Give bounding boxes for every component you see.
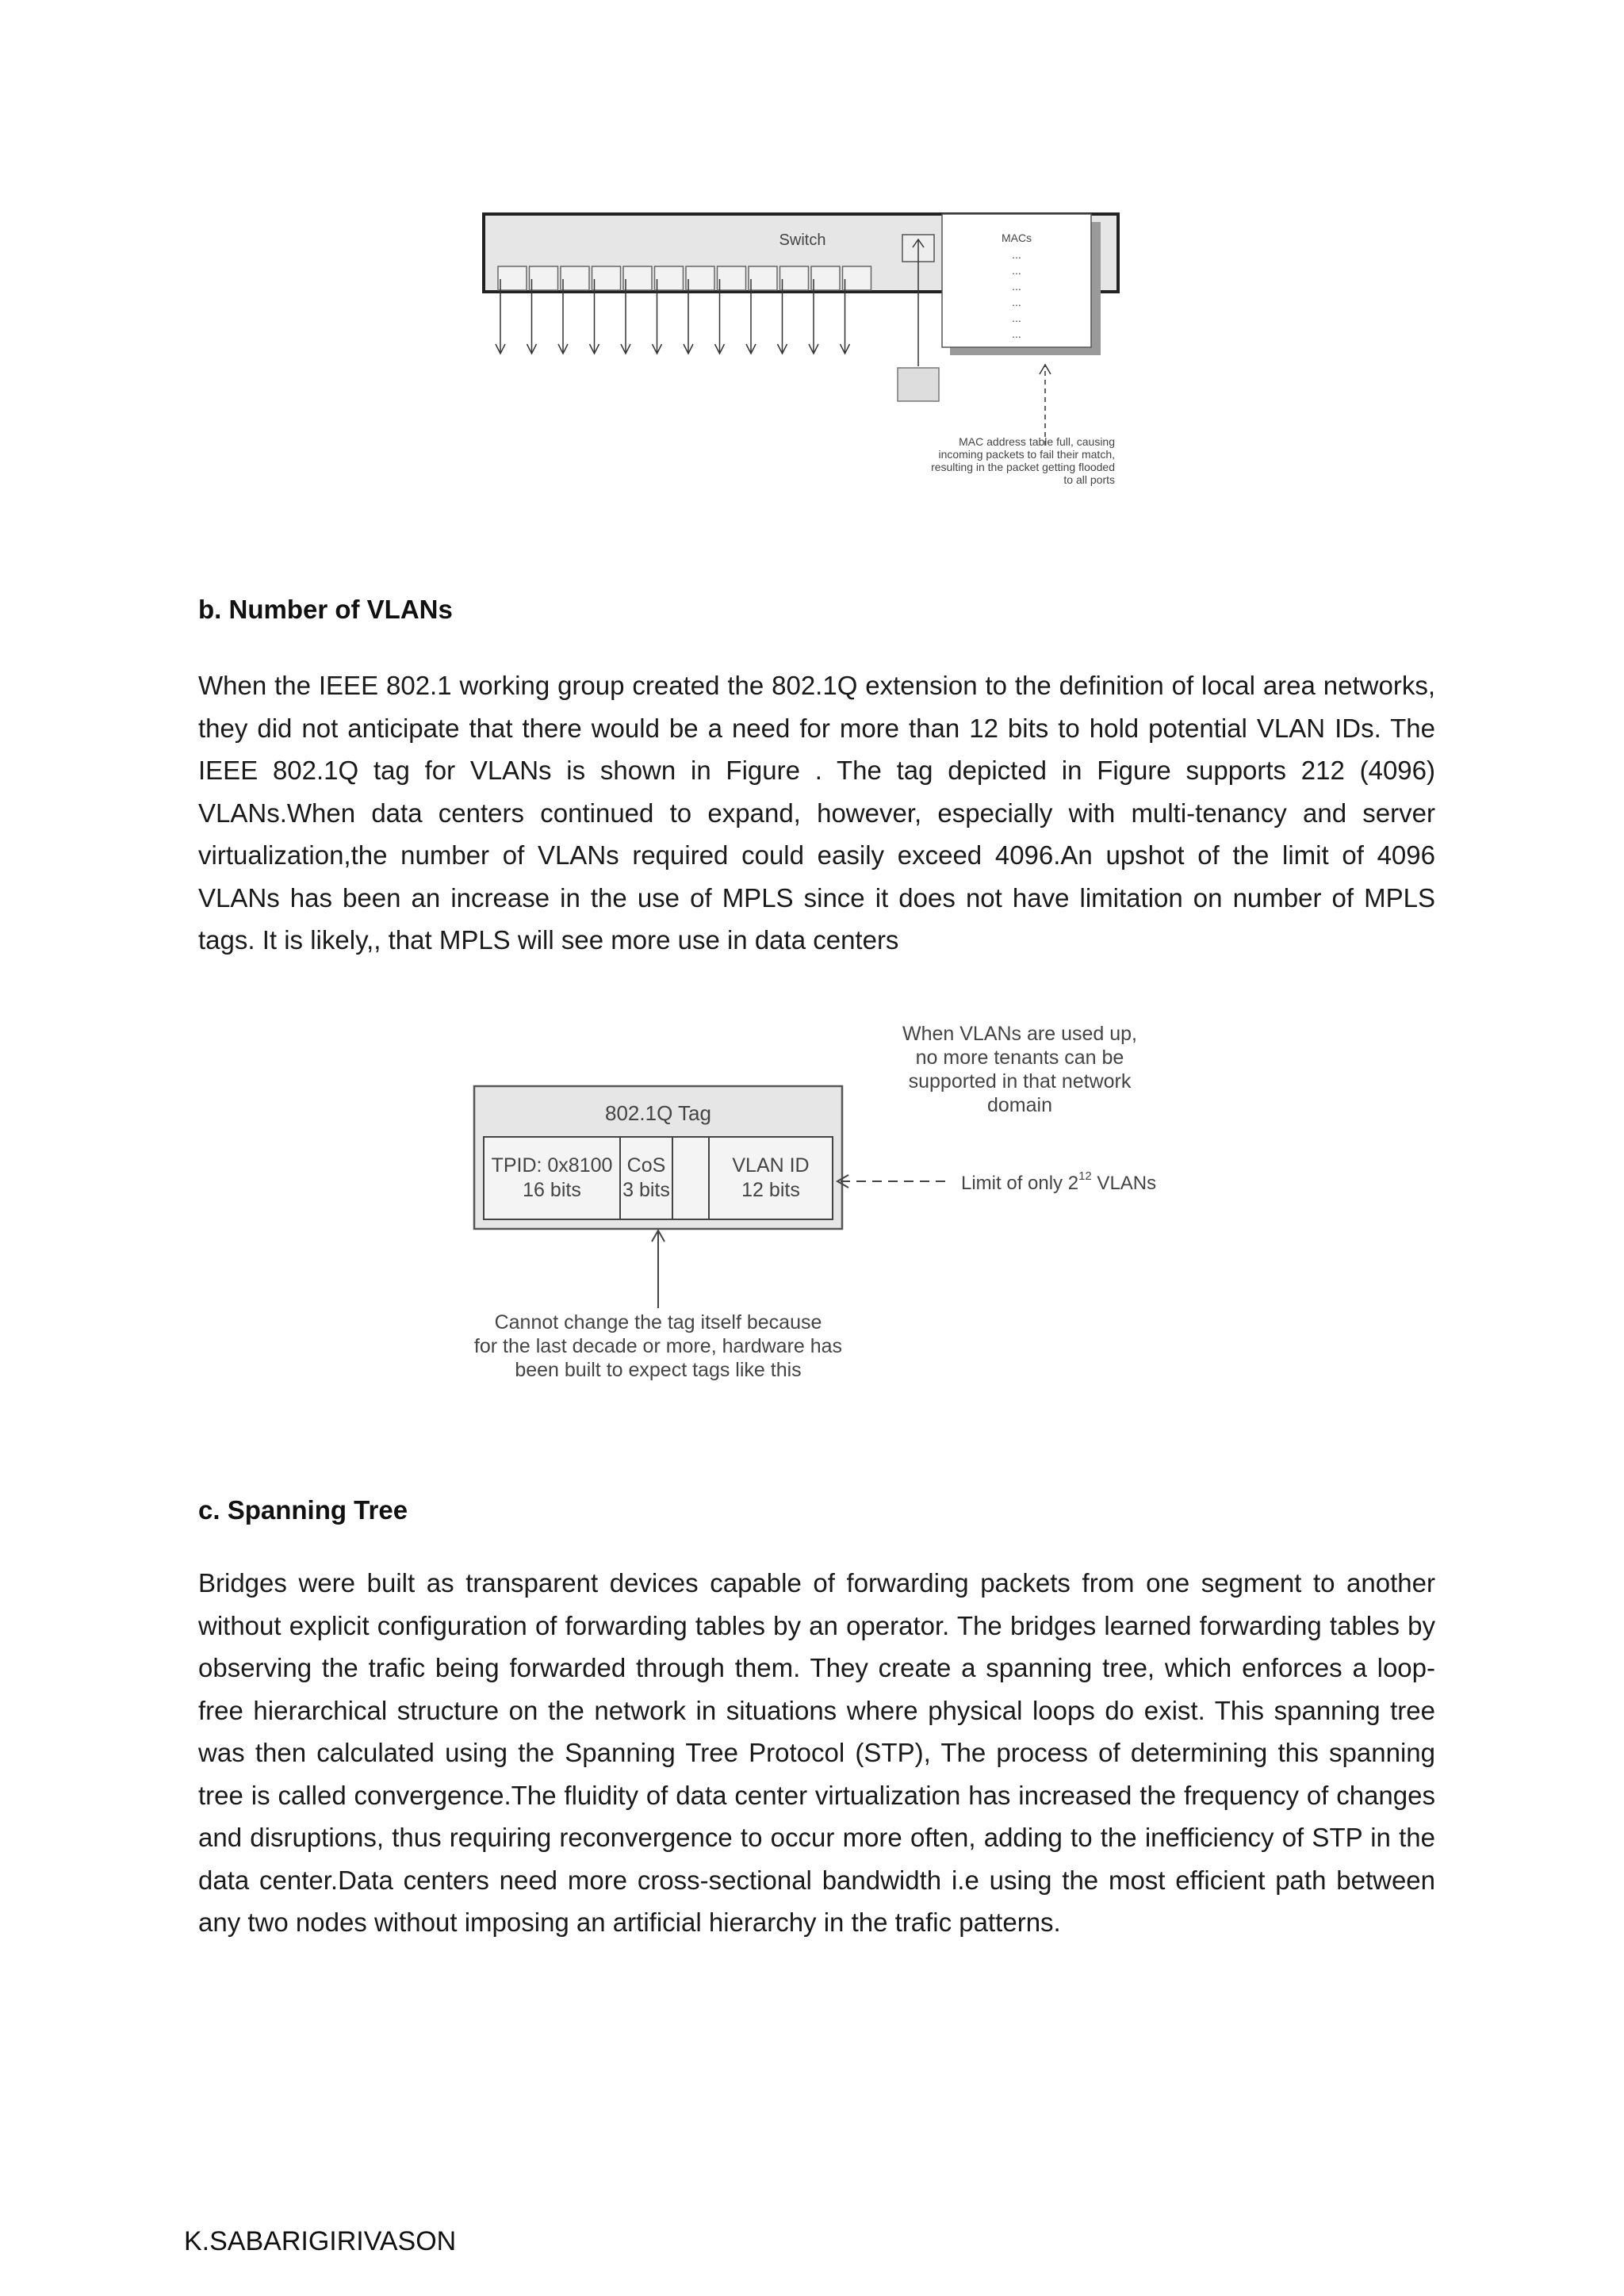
switch-port [843, 266, 871, 290]
switch-port [655, 266, 684, 290]
mac-row: ... [1012, 296, 1021, 308]
tag-field-name: CoS [626, 1154, 666, 1177]
mac-row: ... [1012, 264, 1021, 277]
switch-port [498, 266, 527, 290]
incoming-packet [898, 368, 939, 401]
vlan-limit-text: Limit of only $2^{12}$ VLANs [961, 1169, 1157, 1194]
vlans-used-up-note [902, 1023, 1137, 1116]
caption-line: resulting in the packet getting flooded [931, 461, 1115, 473]
top-note-line: When VLANs are used up, [902, 1023, 1137, 1045]
section-b-paragraph [198, 664, 1435, 962]
section-c-paragraph [198, 1562, 1435, 1944]
section-b-heading: b. Number of VLANs [198, 595, 453, 624]
mac-row: ... [1012, 248, 1021, 261]
tag-field-bits: 16 bits [523, 1179, 581, 1201]
footer-author: K.SABARIGIRIVASON [184, 2226, 457, 2256]
mac-table-full-caption [931, 435, 1115, 486]
switch-port [592, 266, 621, 290]
switch-port [623, 266, 652, 290]
mac-row: ... [1012, 280, 1021, 293]
bottom-note-line: been built to expect tags like this [515, 1359, 802, 1381]
tag-title: 802.1Q Tag [605, 1101, 711, 1125]
top-note-line: supported in that network [908, 1070, 1132, 1093]
top-note-line: domain [987, 1094, 1052, 1116]
cannot-change-tag-note [474, 1311, 842, 1381]
bottom-note-line: for the last decade or more, hardware has [473, 1335, 843, 1357]
caption-line: to all ports [1063, 473, 1115, 486]
tag-field-bits: 12 bits [741, 1179, 800, 1201]
mac-table-label: MACs [1001, 232, 1032, 244]
section-c-heading: c. Spanning Tree [198, 1495, 408, 1525]
bottom-note-line: Cannot change the tag itself because [494, 1311, 822, 1334]
tag-field-bits: 3 bits [622, 1179, 670, 1201]
caption-line: incoming packets to fail their match, [938, 448, 1115, 461]
tag-field-name: VLAN ID [732, 1154, 810, 1177]
switch-port [561, 266, 589, 290]
switch-label: Switch [779, 232, 826, 249]
switch-port [749, 266, 777, 290]
switch-port [530, 266, 558, 290]
switch-port [686, 266, 714, 290]
section-b-text: When the IEEE 802.1 working group created the 802.1Q extension to the definition of local area networks, they did not anticipate that there would be a need for more than 12 bits to hold potential VLAN IDs. The IEEE 802.1Q tag for VLANs is shown in Figure . The tag depicted in Figure supports 212 (4096) VLANs.When data centers continued to expand, however, especially with multi-tenancy and server virtualization,the number of VLANs required could easily exceed 4096.An upshot of the limit of 4096 VLANs has been an increase in the use of MPLS since it does not have limitation on number of MPLS tags. It is likely,, that MPLS will see more use in data centers [198, 671, 1435, 955]
switch-port [811, 266, 840, 290]
tag-field-name: TPID: 0x8100 [491, 1154, 613, 1177]
top-note-line: no more tenants can be [915, 1047, 1124, 1069]
caption-line: MAC address table full, causing [959, 435, 1115, 448]
vlan-tag-figure [444, 1007, 1205, 1387]
mac-row: ... [1012, 312, 1021, 324]
switch-mac-table-figure [476, 208, 1126, 493]
mac-row: ... [1012, 327, 1021, 340]
switch-port [718, 266, 746, 290]
section-c-text: Bridges were built as transparent devices capable of forwarding packets from one segment to another without explicit configuration of forwarding tables by an operator. The bridges learned forwarding tables by observing the trafic being forwarded through them. They create a spanning tree, which enforces a loop-free hierarchical structure on the network in situations where physical loops do exist. This spanning tree was then calculated using the Spanning Tree Protocol (STP), The process of determining this spanning tree is called convergence.The fluidity of data center virtualization has increased the frequency of changes and disruptions, thus requiring reconvergence to occur more often, adding to the inefficiency of STP in the data center.Data centers need more cross-sectional bandwidth i.e using the most efficient path between any two nodes without imposing an artificial hierarchy in the trafic patterns. [198, 1568, 1435, 1937]
switch-port [780, 266, 809, 290]
